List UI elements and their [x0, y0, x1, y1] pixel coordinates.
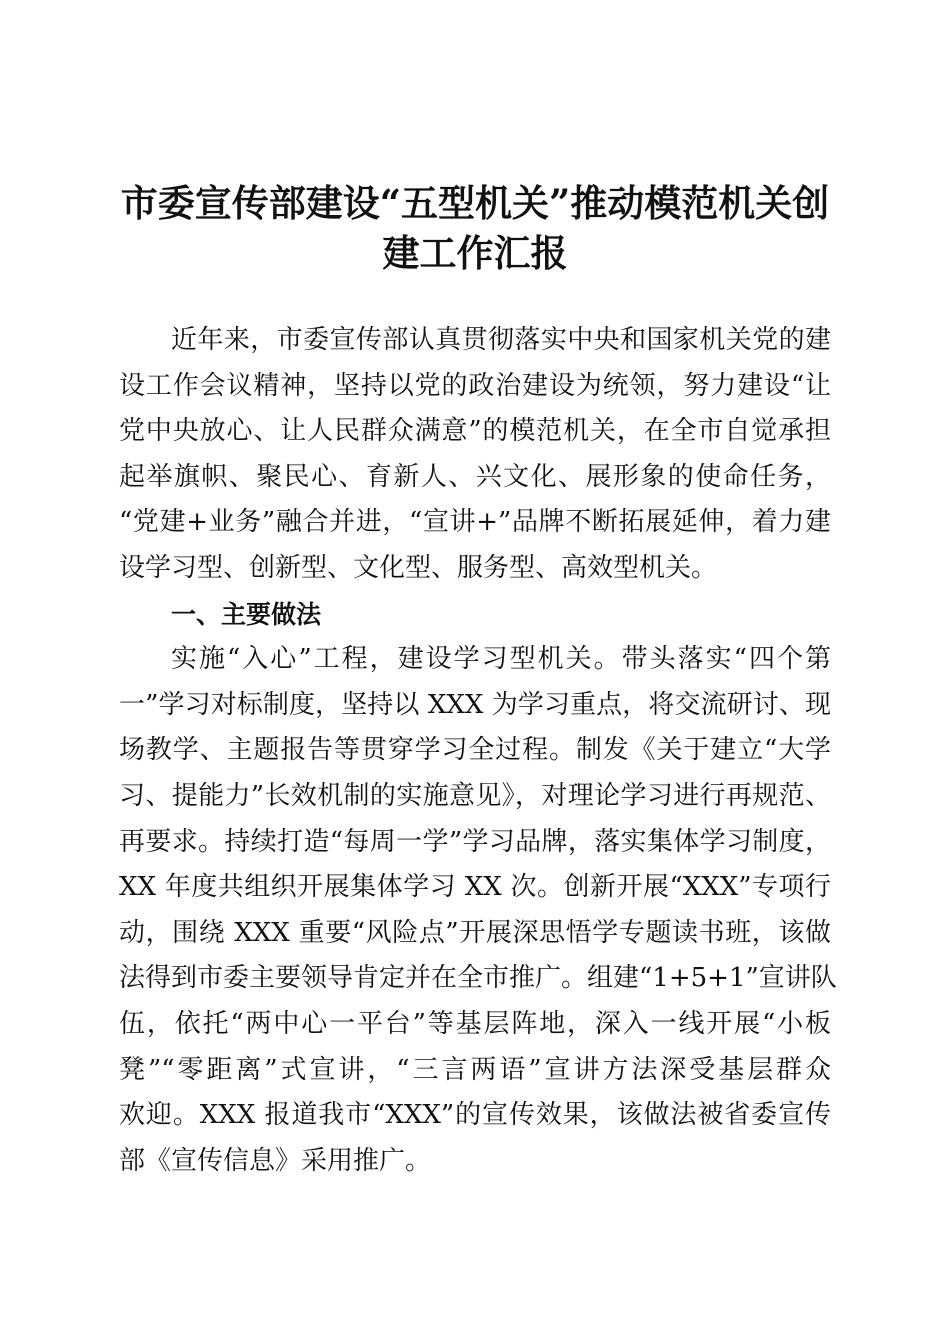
paragraph-line: 场教学、主题报告等贯穿学习全过程。制发《关于建立“大学	[119, 735, 831, 766]
title-line: 市委宣传部建设“五型机关”推动模范机关创	[120, 181, 830, 225]
paragraph-line: 习、提能力”长效机制的实施意见》，对理论学习进行再规范、	[119, 780, 831, 811]
section-paragraph	[119, 637, 837, 1184]
paragraph-line: 设学习型、创新型、文化型、服务型、高效型机关。	[119, 552, 718, 583]
paragraph-line: 动，围绕 XXX 重要“风险点”开展深思悟学专题读书班，该做	[119, 917, 831, 948]
paragraph-line: 法得到市委主要领导肯定并在全市推广。组建“1+5+1”宣讲队	[119, 963, 837, 994]
paragraph-line: 党中央放心、让人民群众满意”的模范机关，在全市自觉承担	[119, 416, 831, 447]
section-heading: 一、主要做法	[171, 599, 322, 629]
paragraph-line: 部《宣传信息》采用推广。	[119, 1145, 432, 1176]
title-line: 建工作汇报	[382, 231, 568, 275]
paragraph-line: 欢迎。XXX 报道我市“XXX”的宣传效果，该做法被省委宣传	[119, 1100, 831, 1131]
paragraph-line: 再要求。持续打造“每周一学”学习品牌，落实集体学习制度，	[119, 826, 831, 857]
paragraph-line: “党建+业务”融合并进，“宣讲+”品牌不断拓展延伸，着力建	[119, 507, 831, 538]
paragraph-line: 起举旗帜、聚民心、育新人、兴文化、展形象的使命任务，	[119, 461, 831, 492]
paragraph-line: 凳”“零距离”式宣讲，“三言两语”宣讲方法深受基层群众	[119, 1054, 831, 1085]
paragraph-line: 伍，依托“两中心一平台”等基层阵地，深入一线开展“小板	[119, 1008, 831, 1039]
paragraph-line: 近年来，市委宣传部认真贯彻落实中央和国家机关党的建	[171, 325, 831, 355]
paragraph-line: XX 年度共组织开展集体学习 XX 次。创新开展“XXX”专项行	[119, 872, 831, 903]
paragraph-line: 一”学习对标制度，坚持以 XXX 为学习重点，将交流研讨、现	[119, 689, 831, 720]
intro-paragraph	[119, 318, 831, 592]
document-title	[100, 178, 850, 278]
paragraph-line: 设工作会议精神，坚持以党的政治建设为统领，努力建设“让	[119, 370, 831, 401]
document-body	[119, 318, 837, 1184]
paragraph-line: 实施“入心”工程，建设学习型机关。带头落实“四个第	[171, 644, 831, 675]
